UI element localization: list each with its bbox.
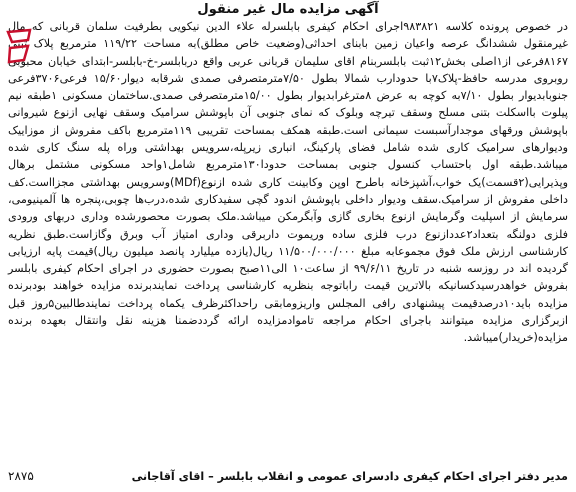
notice-body: در خصوص پرونده کلاسه ۹۸۳۸۲۱اجرای احکام کیفری بابلسرله علاء الدین نیکویی بطرفیت سلمان قربانی که مال غیرمنقول ششدانگ عرصه واعیان زمین بابنای احداثی(وضعیت خاص مطلق)به مساحت ۱۱۹/۲۲ مترمربع پلاک ثبتی ۸۱۶۷فرعی از۱اصلی بخش۱۲ثبت بابلسربنام اقای سلیمان قربانی عربی واقع دربابلسر-خ-بابلسر-ابتدای خیابان محبوبی روبروی مدرسه حافظ-پلاک۷با حدودارب شمالا بطول ۷/۵۰مترمتصرفی صمدی شرقابه دیوار۱۵/۶۰ فرعی۳۷۰۶فرعی جنوبابدیوار بطول ۷/۱۰به کوچه به عرض ۸مترغرابدیوار بطول ۱۵/۰۰مترمتصرفی صمدی.ساختمان مسکونی ۱طبقه نیم پیلوت بااسکلت بتنی مسلح وسقف تیرچه وبلوک که نمای جنوبی آن باپوشش سرامیک وسقف نهایی ازنوع شیروانی باپوشش ورقهای موجدارآسبست سیمانی است.طبقه همکف بمساحت تقریبی ۱۱۹مترمربع باکف مفروش از موزاییک ودیوارهای سرامیک کاری شده شامل فضای پارکینگ، انباری زیرپله،سرویس بهداشتی وراه پله سنگ کاری شده میباشد.طبقه اول باحتساب کنسول جنوبی بمساحت حدودا۱۳۰مترمربع شامل۱واحد مسکونی مشتمل برهال وپذیرایی(۲قسمت)یک خواب،آشپزخانه باطرح اوپن وکابینت کاری شده ازنوع(MDf)وسرویس بهداشتی مجزااست.کف داخلی مفروش از سرامیک.سقف ودیوار داخلی باپوشش اندود گچی سفیدکاری شده،درب‌ها چوبی،پنجره ها آلمینیومی، سرمایش از اسپلیت وگرمایش ازنوع بخاری گازی وآبگرمکن میباشد.ملک بصورت محصورشده وداری دربهای ورودی فلزی دولنگه بتعداد۲عددازنوع درب فلزی ساده وریموت داربرقی وداری امتیاز آب وبرق وگازاست.طبق نظریه کارشناسی ارزش ملک فوق مجموعابه مبلغ ۱۱/۵۰۰/۰۰۰/۰۰۰ ریال(یازده میلیارد پانصد میلیون ریال)قیمت پایه ارزیابی گردیده اند در روزسه شنبه در تاریخ ۹۹/۶/۱۱ از ساعت۱۰ الی۱۱صبح بصورت حضوری در اجرای احکام کیفری بابلسر بفروش خواهدرسیدکسانیکه بالاترین قیمت راباتوجه بنظریه کارشناسی پرداخت نمایندبرنده مزایده خواهند بودبرنده مزایده باید۱۰درصدقیمت پیشنهادی رافی المجلس واریزومابقی راحداکثرظرف یکماه پرداخت نمایندطالبین۵روز قبل ازبرگزاری مزایده میتوانند باجرای احکام مراجعه تاموادمزایده ارائه گرددضمنا هزینه نقل وانتقال بعهده برنده مزایده(خریدار)میباشد. xyxy=(8,20,569,345)
signature-line: مدیر دفتر اجرای احکام کیفری دادسرای عمومی و انقلاب بابلسر – اقای آقاجانی xyxy=(131,469,568,483)
notice-title: آگهی مزایده مال غیر منقول xyxy=(197,2,379,17)
notice-footer xyxy=(8,466,568,486)
notice-number: ۲۸۷۵ xyxy=(8,469,34,483)
